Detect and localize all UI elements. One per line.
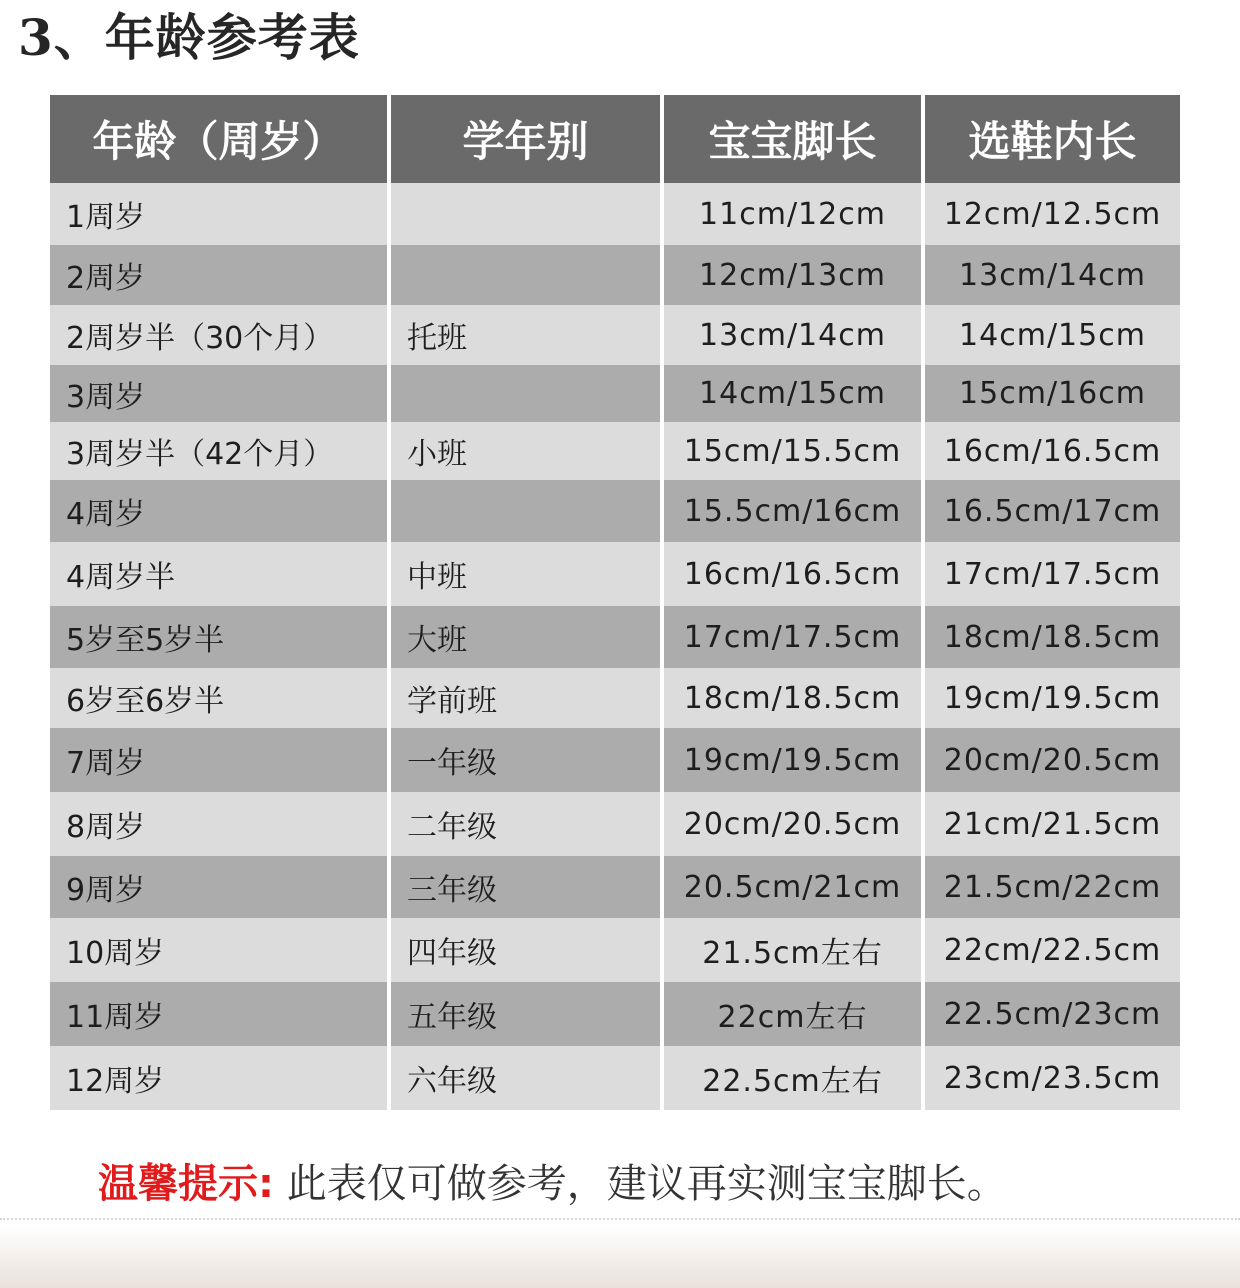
cell-age: 3周岁 [50,365,389,422]
cell-grade [389,480,662,542]
cell-age: 1周岁 [50,183,389,245]
table-header-row [50,95,1180,183]
cell-foot-length: 14cm/15cm [662,365,923,422]
cell-age: 8周岁 [50,792,389,856]
cell-grade: 六年级 [389,1046,662,1110]
cell-grade: 大班 [389,606,662,668]
table-row [50,422,1180,480]
cell-foot-length: 20cm/20.5cm [662,792,923,856]
cell-grade: 学前班 [389,668,662,728]
cell-age: 12周岁 [50,1046,389,1110]
cell-shoe-inner-length: 23cm/23.5cm [923,1046,1180,1110]
cell-shoe-inner-length: 22cm/22.5cm [923,918,1180,982]
cell-foot-length: 21.5cm左右 [662,918,923,982]
cell-age: 11周岁 [50,982,389,1046]
header-age: 年龄（周岁） [50,95,389,183]
cell-shoe-inner-length: 15cm/16cm [923,365,1180,422]
divider [0,1218,1240,1220]
table-row [50,542,1180,606]
cell-age: 9周岁 [50,856,389,918]
cell-grade: 三年级 [389,856,662,918]
cell-age: 5岁至5岁半 [50,606,389,668]
cell-shoe-inner-length: 19cm/19.5cm [923,668,1180,728]
page-title: 3、年龄参考表 [18,8,360,67]
cell-shoe-inner-length: 16cm/16.5cm [923,422,1180,480]
cell-age: 4周岁半 [50,542,389,606]
table-row [50,365,1180,422]
cell-foot-length: 13cm/14cm [662,305,923,365]
cell-age: 4周岁 [50,480,389,542]
cell-grade [389,245,662,305]
header-grade: 学年别 [389,95,662,183]
cell-shoe-inner-length: 14cm/15cm [923,305,1180,365]
tip-text: 此表仅可做参考，建议再实测宝宝脚长。 [274,1161,1007,1207]
table-row [50,606,1180,668]
cell-grade: 二年级 [389,792,662,856]
table-row [50,918,1180,982]
cell-age: 6岁至6岁半 [50,668,389,728]
cell-grade: 五年级 [389,982,662,1046]
cell-age: 3周岁半（42个月） [50,422,389,480]
footer-background [0,1226,1240,1288]
table-row [50,668,1180,728]
table-row [50,305,1180,365]
cell-age: 7周岁 [50,728,389,792]
cell-foot-length: 11cm/12cm [662,183,923,245]
cell-age: 10周岁 [50,918,389,982]
cell-age: 2周岁半（30个月） [50,305,389,365]
cell-grade: 四年级 [389,918,662,982]
cell-foot-length: 15cm/15.5cm [662,422,923,480]
cell-foot-length: 19cm/19.5cm [662,728,923,792]
cell-shoe-inner-length: 21.5cm/22cm [923,856,1180,918]
cell-grade: 小班 [389,422,662,480]
cell-shoe-inner-length: 12cm/12.5cm [923,183,1180,245]
cell-shoe-inner-length: 22.5cm/23cm [923,982,1180,1046]
table-row [50,792,1180,856]
cell-foot-length: 20.5cm/21cm [662,856,923,918]
cell-foot-length: 12cm/13cm [662,245,923,305]
cell-shoe-inner-length: 13cm/14cm [923,245,1180,305]
cell-shoe-inner-length: 21cm/21.5cm [923,792,1180,856]
table-row [50,1046,1180,1110]
cell-grade: 一年级 [389,728,662,792]
table-row [50,982,1180,1046]
tip-label: 温馨提示: [98,1161,274,1207]
table-row [50,856,1180,918]
cell-foot-length: 17cm/17.5cm [662,606,923,668]
cell-grade: 托班 [389,305,662,365]
cell-shoe-inner-length: 17cm/17.5cm [923,542,1180,606]
cell-foot-length: 18cm/18.5cm [662,668,923,728]
cell-foot-length: 22.5cm左右 [662,1046,923,1110]
header-shoe-inner-length: 选鞋内长 [923,95,1180,183]
table-row [50,480,1180,542]
cell-shoe-inner-length: 20cm/20.5cm [923,728,1180,792]
table-body [50,183,1180,1110]
table-row [50,183,1180,245]
tip-notice [98,1154,1007,1214]
cell-age: 2周岁 [50,245,389,305]
table-row [50,245,1180,305]
table-row [50,728,1180,792]
cell-foot-length: 16cm/16.5cm [662,542,923,606]
cell-grade [389,183,662,245]
cell-shoe-inner-length: 16.5cm/17cm [923,480,1180,542]
header-foot-length: 宝宝脚长 [662,95,923,183]
cell-grade [389,365,662,422]
cell-foot-length: 15.5cm/16cm [662,480,923,542]
cell-grade: 中班 [389,542,662,606]
age-reference-table [50,95,1180,1110]
cell-foot-length: 22cm左右 [662,982,923,1046]
cell-shoe-inner-length: 18cm/18.5cm [923,606,1180,668]
